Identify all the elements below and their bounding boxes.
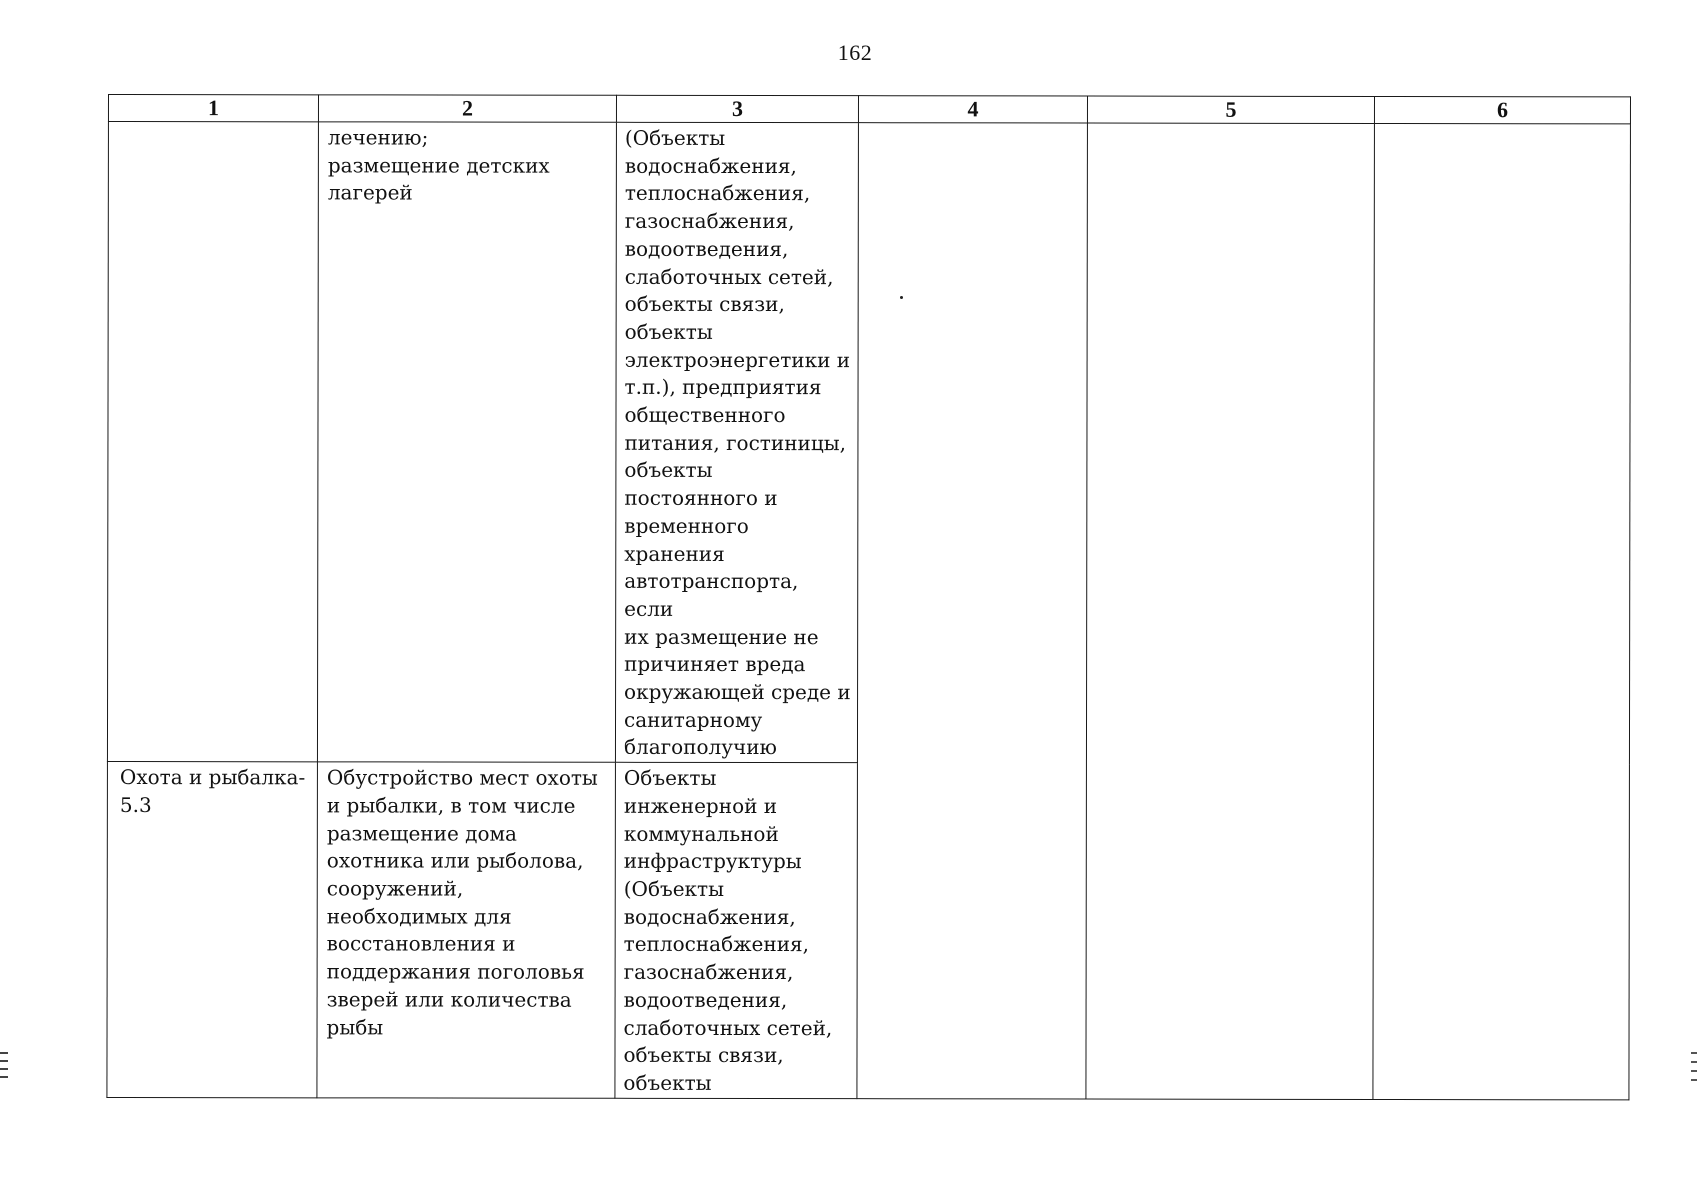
cell-row1-col1 <box>107 122 318 763</box>
cell-row2-col1 <box>107 762 318 1098</box>
column-header-4: 4 <box>858 96 1087 123</box>
page-number: 162 <box>837 40 873 65</box>
cell-merged-col4 <box>857 123 1088 1099</box>
cell-text <box>1088 124 1374 126</box>
scan-mark <box>1691 1052 1697 1054</box>
cell-row2-col2 <box>317 762 616 1098</box>
table-row <box>107 122 1630 765</box>
cell-text: Охота и рыбалка- 5.3 <box>119 765 306 817</box>
column-header-5: 5 <box>1087 96 1374 123</box>
scan-speck <box>900 296 903 299</box>
cell-text <box>1375 124 1630 126</box>
cell-row2-col3 <box>615 762 858 1098</box>
regulations-table <box>106 94 1631 1100</box>
cell-text: лечению; размещение детских лагерей <box>327 125 550 205</box>
cell-merged-col5 <box>1086 123 1375 1099</box>
scan-edge-marks-left <box>0 1052 8 1112</box>
cell-text <box>109 122 318 124</box>
column-header-1: 1 <box>108 95 318 122</box>
cell-text <box>859 123 1087 125</box>
scan-mark <box>0 1060 8 1062</box>
cell-merged-col6 <box>1373 123 1631 1099</box>
scan-mark <box>1691 1070 1697 1072</box>
scan-mark <box>0 1076 8 1078</box>
cell-text: Объекты инженерной и коммунальной инфраструктуры (Объекты водоснабжения, теплоснабжения, газоснабжения, водоотведения, слаботочных сетей, объекты связи, объекты <box>623 765 833 1095</box>
cell-text: Обустройство мест охоты и рыбалки, в том числе размещение дома охотника или рыболова, сооружений, необходимых для восстановления и поддержания поголовья зверей или количества рыбы <box>326 765 598 1039</box>
cell-text: (Объекты водоснабжения, теплоснабжения, газоснабжения, водоотведения, слаботочных сетей, объекты связи, объекты электроэнергетики и т.п.), предприятия общественного питания, гостиницы, объекты постоянного и временного хранения автотранспорта, если их размещение не причиняет вреда окружающей среде и санитарному благополучию <box>623 125 851 760</box>
column-header-2: 2 <box>318 95 616 122</box>
scan-mark <box>1691 1061 1697 1063</box>
scan-mark <box>1691 1079 1697 1081</box>
scan-edge-marks-right <box>1691 1052 1697 1112</box>
table-header-row <box>108 95 1630 124</box>
scan-mark <box>0 1068 8 1070</box>
column-header-6: 6 <box>1374 96 1630 123</box>
cell-row1-col3 <box>615 122 858 763</box>
scan-mark <box>0 1052 8 1054</box>
column-header-3: 3 <box>616 95 858 122</box>
cell-row1-col2 <box>317 122 616 763</box>
